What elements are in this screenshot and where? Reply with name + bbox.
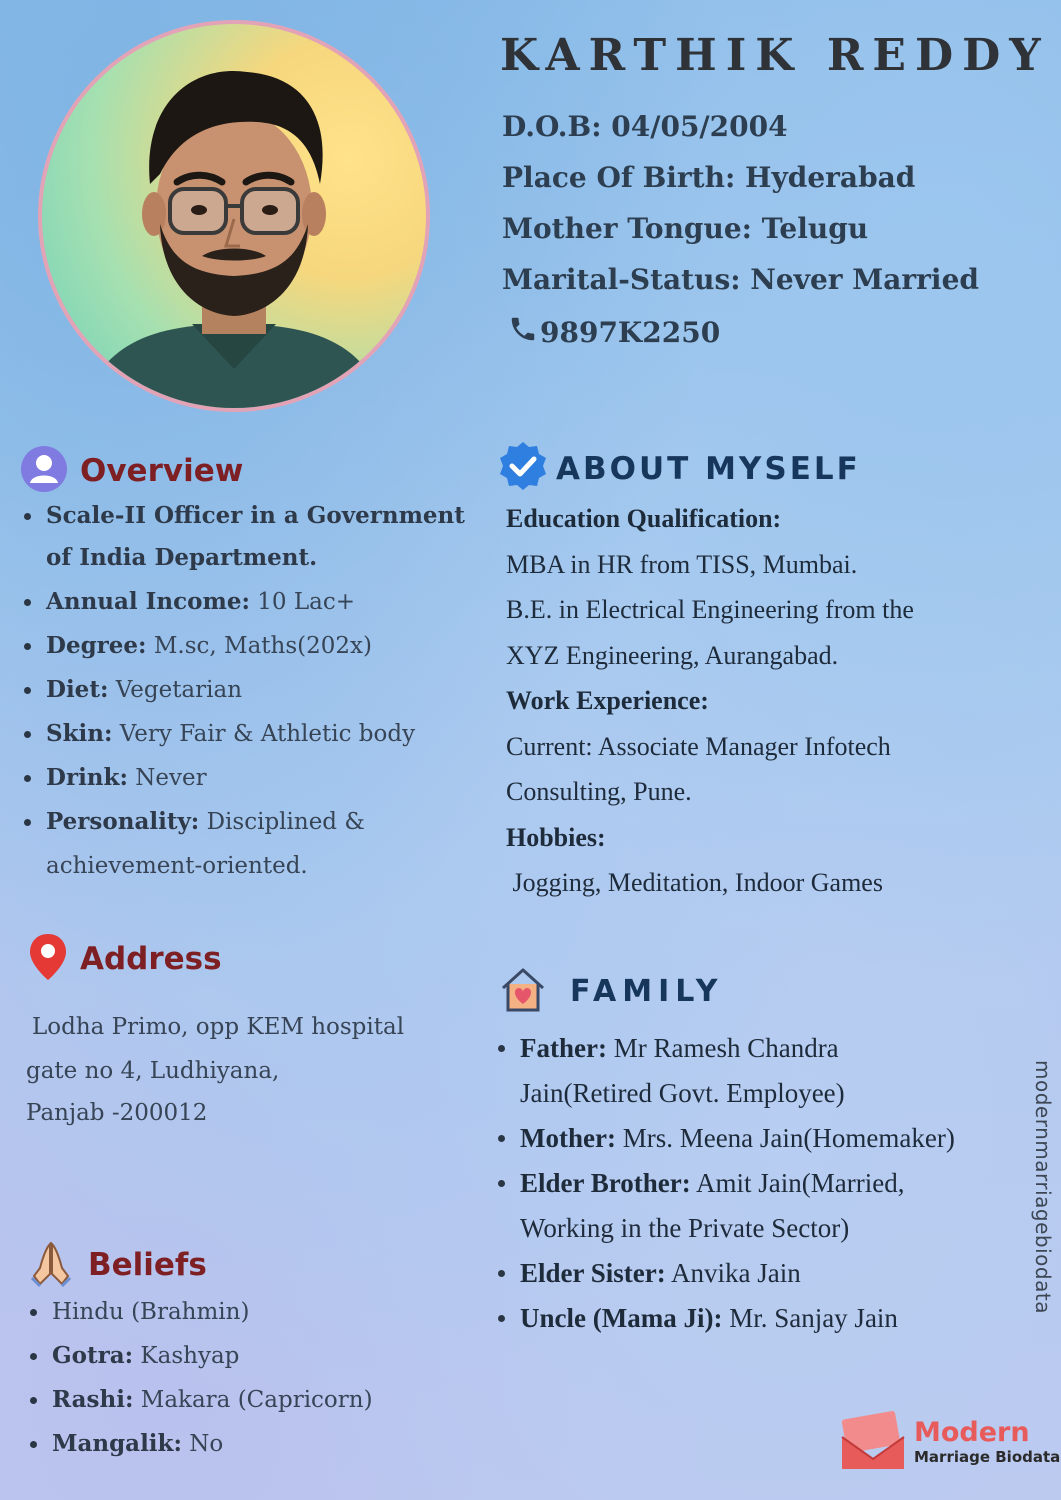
list-item: Gotra: Kashyap <box>26 1334 456 1378</box>
about-content <box>506 496 1056 906</box>
hobbies-value: Jogging, Meditation, Indoor Games <box>506 868 883 897</box>
list-item: Skin: Very Fair & Athletic body <box>20 712 470 756</box>
overview-heading <box>20 445 243 497</box>
profile-photo <box>38 20 430 412</box>
list-item: Mangalik: No <box>26 1422 456 1466</box>
dob: D.O.B: 04/05/2004 <box>502 110 788 143</box>
family-title: FAMILY <box>570 973 724 1009</box>
education-line-2: B.E. in Electrical Engineering from the <box>506 595 914 624</box>
list-item: Elder Sister: Anvika Jain <box>494 1251 1061 1296</box>
education-label: Education Qualification: <box>506 504 782 533</box>
list-item: Degree: M.sc, Maths(202x) <box>20 624 470 668</box>
beliefs-title: Beliefs <box>88 1247 207 1283</box>
beliefs-heading <box>26 1238 207 1292</box>
praying-hands-icon <box>26 1238 76 1292</box>
user-icon <box>20 445 68 497</box>
brand-subtitle: Marriage Biodata <box>914 1448 1061 1466</box>
about-heading <box>496 440 861 498</box>
address-heading <box>28 932 222 986</box>
education-line-3: XYZ Engineering, Aurangabad. <box>506 640 839 670</box>
list-item: Hindu (Brahmin) <box>26 1290 456 1334</box>
list-item: Drink: Never <box>20 756 470 800</box>
work-line-2: Consulting, Pune. <box>506 777 692 806</box>
education-line-1: MBA in HR from TISS, Mumbai. <box>506 549 858 579</box>
about-title: ABOUT MYSELF <box>556 451 861 487</box>
address-title: Address <box>80 941 222 977</box>
family-heading <box>498 964 723 1018</box>
overview-title: Overview <box>80 453 244 489</box>
list-item: Scale-II Officer in a Government <box>20 494 470 538</box>
marital-status: Marital-Status: Never Married <box>502 263 979 296</box>
hobbies-label: Hobbies: <box>506 822 606 852</box>
brand-logo <box>838 1392 1061 1492</box>
portrait-illustration <box>42 24 426 408</box>
list-item: Elder Brother: Amit Jain(Married, <box>494 1161 1061 1206</box>
family-list <box>494 1026 1061 1341</box>
address-line-1: Lodha Primo, opp KEM hospital <box>32 1014 405 1040</box>
watermark-text: modernmarriagebiodata <box>1031 1060 1055 1314</box>
location-pin-icon <box>28 932 68 986</box>
work-line-1: Current: Associate Manager Infotech <box>506 731 891 761</box>
list-item: Rashi: Makara (Capricorn) <box>26 1378 456 1422</box>
list-item: achievement-oriented. <box>46 853 308 879</box>
address-line-3: Panjab -200012 <box>26 1100 208 1126</box>
mother-tongue: Mother Tongue: Telugu <box>502 212 869 245</box>
place-of-birth: Place Of Birth: Hyderabad <box>502 161 916 194</box>
list-item: Mother: Mrs. Meena Jain(Homemaker) <box>494 1116 1061 1161</box>
overview-list <box>20 494 470 888</box>
list-item: Diet: Vegetarian <box>20 668 470 712</box>
envelope-icon <box>838 1407 908 1477</box>
phone-number: 9897K2250 <box>540 316 721 349</box>
list-item: Personality: Disciplined & <box>20 800 470 844</box>
list-item: Father: Mr Ramesh Chandra <box>494 1026 1061 1071</box>
address-line-2: gate no 4, Ludhiyana, <box>26 1058 280 1084</box>
list-item: Uncle (Mama Ji): Mr. Sanjay Jain <box>494 1296 1061 1341</box>
list-item: of India Department. <box>46 544 318 571</box>
list-item: Working in the Private Sector) <box>520 1213 850 1243</box>
profile-name: KARTHIK REDDY <box>500 30 1050 81</box>
verified-badge-icon <box>496 440 550 498</box>
list-item: Annual Income: 10 Lac+ <box>20 580 470 624</box>
brand-name: Modern <box>914 1417 1030 1448</box>
beliefs-list <box>26 1290 456 1466</box>
list-item: Jain(Retired Govt. Employee) <box>520 1078 845 1108</box>
phone-line <box>508 314 720 351</box>
work-label: Work Experience: <box>506 686 709 715</box>
home-heart-icon <box>498 964 548 1018</box>
phone-icon <box>508 314 538 351</box>
